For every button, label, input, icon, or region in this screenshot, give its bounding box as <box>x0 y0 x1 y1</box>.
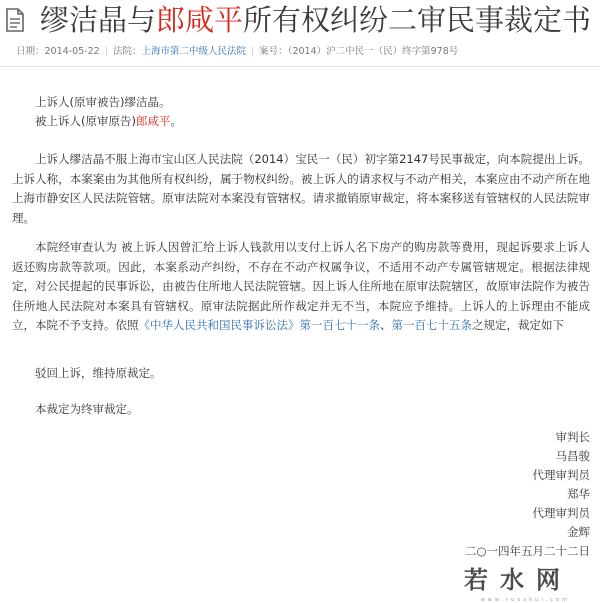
appellee-name: 郎咸平 <box>135 114 171 128</box>
appellee-line <box>12 112 182 131</box>
document-icon <box>4 8 26 32</box>
signature-block <box>390 428 590 561</box>
reasoning-text: 本院经审查认为 被上诉人因曾汇给上诉人钱款用以支付上诉人名下房产的购房款等费用，现起诉要求上诉人返还购房款等款项。因此，本案系动产纠纷，不存在不动产权属争议，不适用不动产专属管辖规定。根据法律规定，对公民提起的民事诉讼，由被告住所地人民法院管辖。因上诉人住所地在原审法院辖区，故原审法院作为被告住所地人民法院对本案具有管辖权。原审法院据此所作裁定并无不当，本院应予维持。上诉人的上诉理由不能成立，本院不予支持。依照 <box>12 240 590 332</box>
paragraph-appeal-text: 上诉人缪洁晶不服上海市宝山区人民法院（2014）宝民一（民）初字第2147号民事裁定，向本院提出上诉。上诉人称，本案案由为其他所有权纠纷，属于物权纠纷。被上诉人的请求权与不动产相关，本案应由不动产所在地上海市静安区人民法院管辖。原审法院对本案没有管辖权。请求撤销原审裁定，将本案移送有管辖权的人民法院审理。 <box>12 152 590 225</box>
date-value: 2014-05-22 <box>44 46 100 57</box>
ruling-date: 二○一四年五月二十二日 <box>464 544 590 558</box>
acting-judge-title: 代理审判员 <box>532 468 590 482</box>
article-link-171[interactable]: 第一百七十一条 <box>299 318 380 332</box>
date-label: 日期： <box>16 46 45 57</box>
ruling-text: 驳回上诉，维持原裁定。 <box>35 366 162 380</box>
appellant-label: 上诉人(原审被告) <box>35 95 125 109</box>
acting-judge-name: 金辉 <box>567 525 590 539</box>
title-prefix: 缪洁晶与 <box>40 3 157 37</box>
acting-judge-name: 郑华 <box>567 487 590 501</box>
presiding-judge-name: 马昌骏 <box>555 449 590 463</box>
reasoning-end: 之规定，裁定如下 <box>472 318 564 332</box>
paragraph-reasoning <box>12 238 590 336</box>
appellant-name: 缪洁晶 <box>124 95 159 109</box>
case-number: （2014）沪二中民一（民）终字第978号 <box>287 46 459 57</box>
paragraph-appeal <box>12 150 590 228</box>
case-label: 案号： <box>259 46 288 57</box>
title-suffix: 所有权纠纷二审民事裁定书 <box>243 3 592 37</box>
site-watermark: 若水网 <box>464 566 572 594</box>
presiding-judge-title: 审判长 <box>555 430 590 444</box>
appellant-punct: 。 <box>158 95 171 109</box>
title-highlighted-name: 郎咸平 <box>156 3 244 37</box>
court-label: 法院： <box>112 46 142 57</box>
document-meta <box>16 45 458 59</box>
appellee-punct: 。 <box>170 114 182 128</box>
acting-judge-title: 代理审判员 <box>532 506 590 520</box>
page-title <box>40 2 591 38</box>
law-link[interactable]: 《中华人民共和国民事诉讼法》 <box>138 318 300 332</box>
site-watermark-url: www.ruoshui.com <box>480 597 570 603</box>
meta-separator: | <box>250 46 255 57</box>
court-link[interactable]: 上海市第二中级人民法院 <box>141 46 246 57</box>
appellee-label: 被上诉人(原审原告) <box>35 114 136 128</box>
appellant-line <box>12 93 170 112</box>
document-header <box>0 0 600 64</box>
meta-separator: | <box>104 46 108 57</box>
final-statement: 本裁定为终审裁定。 <box>35 402 139 416</box>
article-link-175[interactable]: 第一百七十五条 <box>391 318 472 332</box>
header-divider <box>0 66 600 67</box>
article-separator: 、 <box>380 318 392 332</box>
